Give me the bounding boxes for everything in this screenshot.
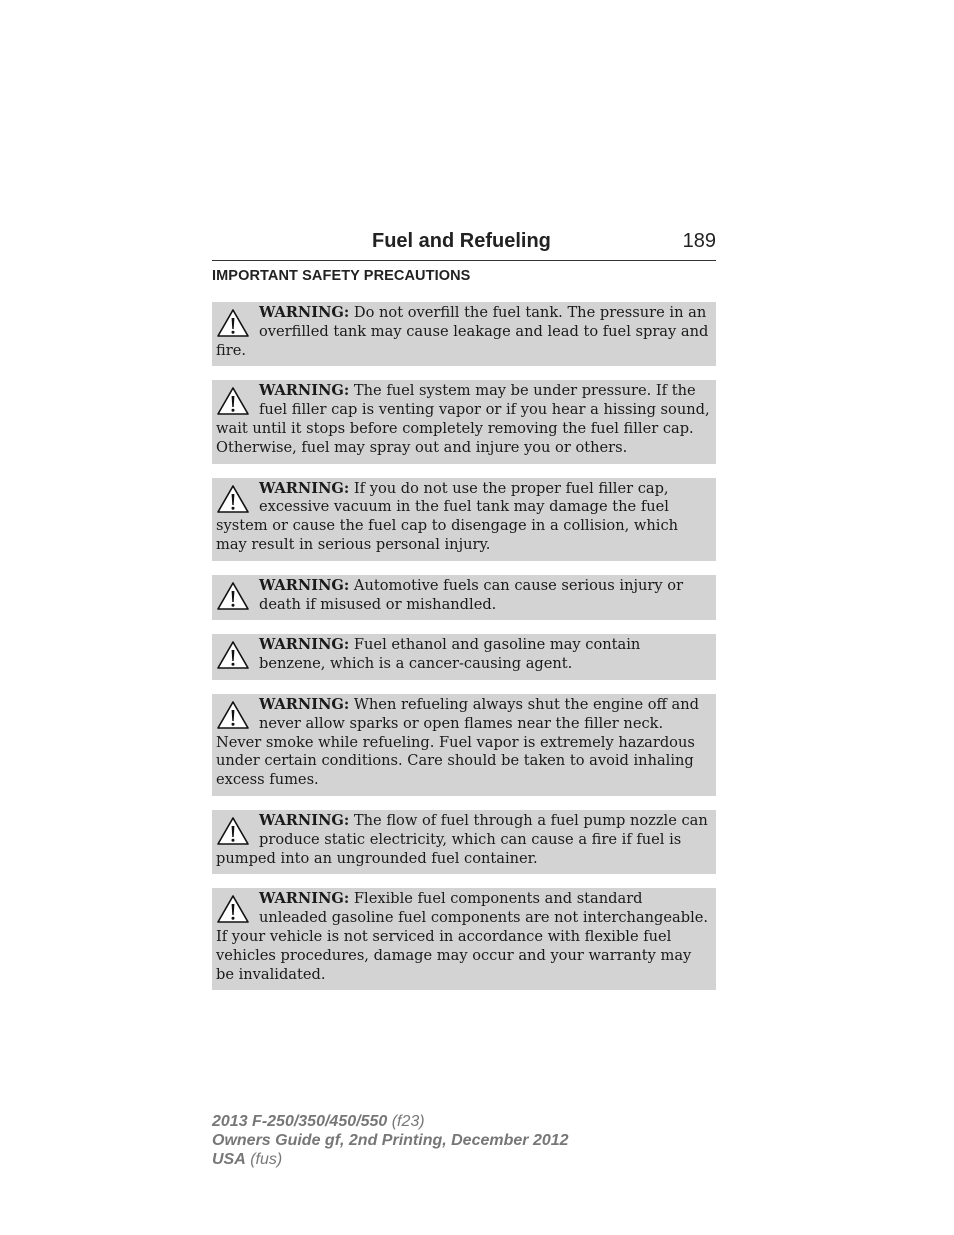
warning-text: The flow of fuel through a fuel pump nozzle can produce static electricity, which can cause a fire if fuel is pumped into an ungrounded fuel container. xyxy=(216,811,708,867)
warning-label: WARNING: xyxy=(259,304,350,321)
warning-box xyxy=(212,478,716,561)
warning-box xyxy=(212,888,716,990)
warning-box xyxy=(212,380,716,463)
footer-edition-line: Owners Guide gf, 2nd Printing, December 2012 xyxy=(212,1132,569,1149)
warning-box xyxy=(212,810,716,874)
warning-triangle-icon xyxy=(216,816,250,846)
warning-triangle-icon xyxy=(216,700,250,730)
warning-triangle-icon xyxy=(216,640,250,670)
footer-market-line: USA (fus) xyxy=(212,1151,283,1168)
section-title: IMPORTANT SAFETY PRECAUTIONS xyxy=(212,268,471,284)
footer-model-line: 2013 F-250/350/450/550 (f23) xyxy=(212,1113,425,1130)
warning-label: WARNING: xyxy=(259,695,350,713)
document-footer xyxy=(212,1112,569,1169)
warnings-list xyxy=(212,302,716,1004)
warning-triangle-icon xyxy=(216,386,250,416)
warning-label: WARNING: xyxy=(259,479,350,497)
warning-text: If you do not use the proper fuel filler cap, excessive vacuum in the fuel tank may damage the fuel system or cause the fuel cap to disengage in a collision, which may result in serious personal injury. xyxy=(216,479,679,553)
warning-box xyxy=(212,634,716,680)
warning-text: Fuel ethanol and gasoline may contain benzene, which is a cancer-causing agent. xyxy=(259,636,641,673)
chapter-title: Fuel and Refueling xyxy=(372,230,551,252)
page-header xyxy=(212,228,716,261)
warning-box xyxy=(212,302,716,366)
warning-triangle-icon xyxy=(216,484,250,514)
warning-label: WARNING: xyxy=(259,811,350,829)
warning-text: When refueling always shut the engine off and never allow sparks or open flames near the filler neck. Never smoke while refueling. Fuel vapor is extremely hazardous under certain conditions. Care should be taken to avoid inhaling excess fumes. xyxy=(216,695,699,789)
warning-text: Automotive fuels can cause serious injury or death if misused or mishandled. xyxy=(259,576,684,613)
warning-box xyxy=(212,694,716,796)
warning-triangle-icon xyxy=(216,581,250,611)
warning-label: WARNING: xyxy=(259,576,350,594)
warning-text: Flexible fuel components and standard unleaded gasoline fuel components are not interchangeable. If your vehicle is not serviced in accordance with flexible fuel vehicles procedures, damage may occur and your warranty may be invalidated. xyxy=(216,890,709,983)
warning-box xyxy=(212,575,716,621)
warning-label: WARNING: xyxy=(259,382,350,400)
warning-text: The fuel system may be under pressure. If the fuel filler cap is venting vapor or if you hear a hissing sound, wait until it stops before completely removing the fuel filler cap. Otherwise, fuel may spray out and injure you or others. xyxy=(216,382,710,456)
warning-text: Do not overfill the fuel tank. The pressure in an overfilled tank may cause leakage and lead to fuel spray and fire. xyxy=(216,304,709,359)
warning-label: WARNING: xyxy=(259,636,350,654)
warning-triangle-icon xyxy=(216,308,250,338)
warning-triangle-icon xyxy=(216,894,250,924)
page-number: 189 xyxy=(682,230,716,252)
warning-label: WARNING: xyxy=(259,890,350,908)
